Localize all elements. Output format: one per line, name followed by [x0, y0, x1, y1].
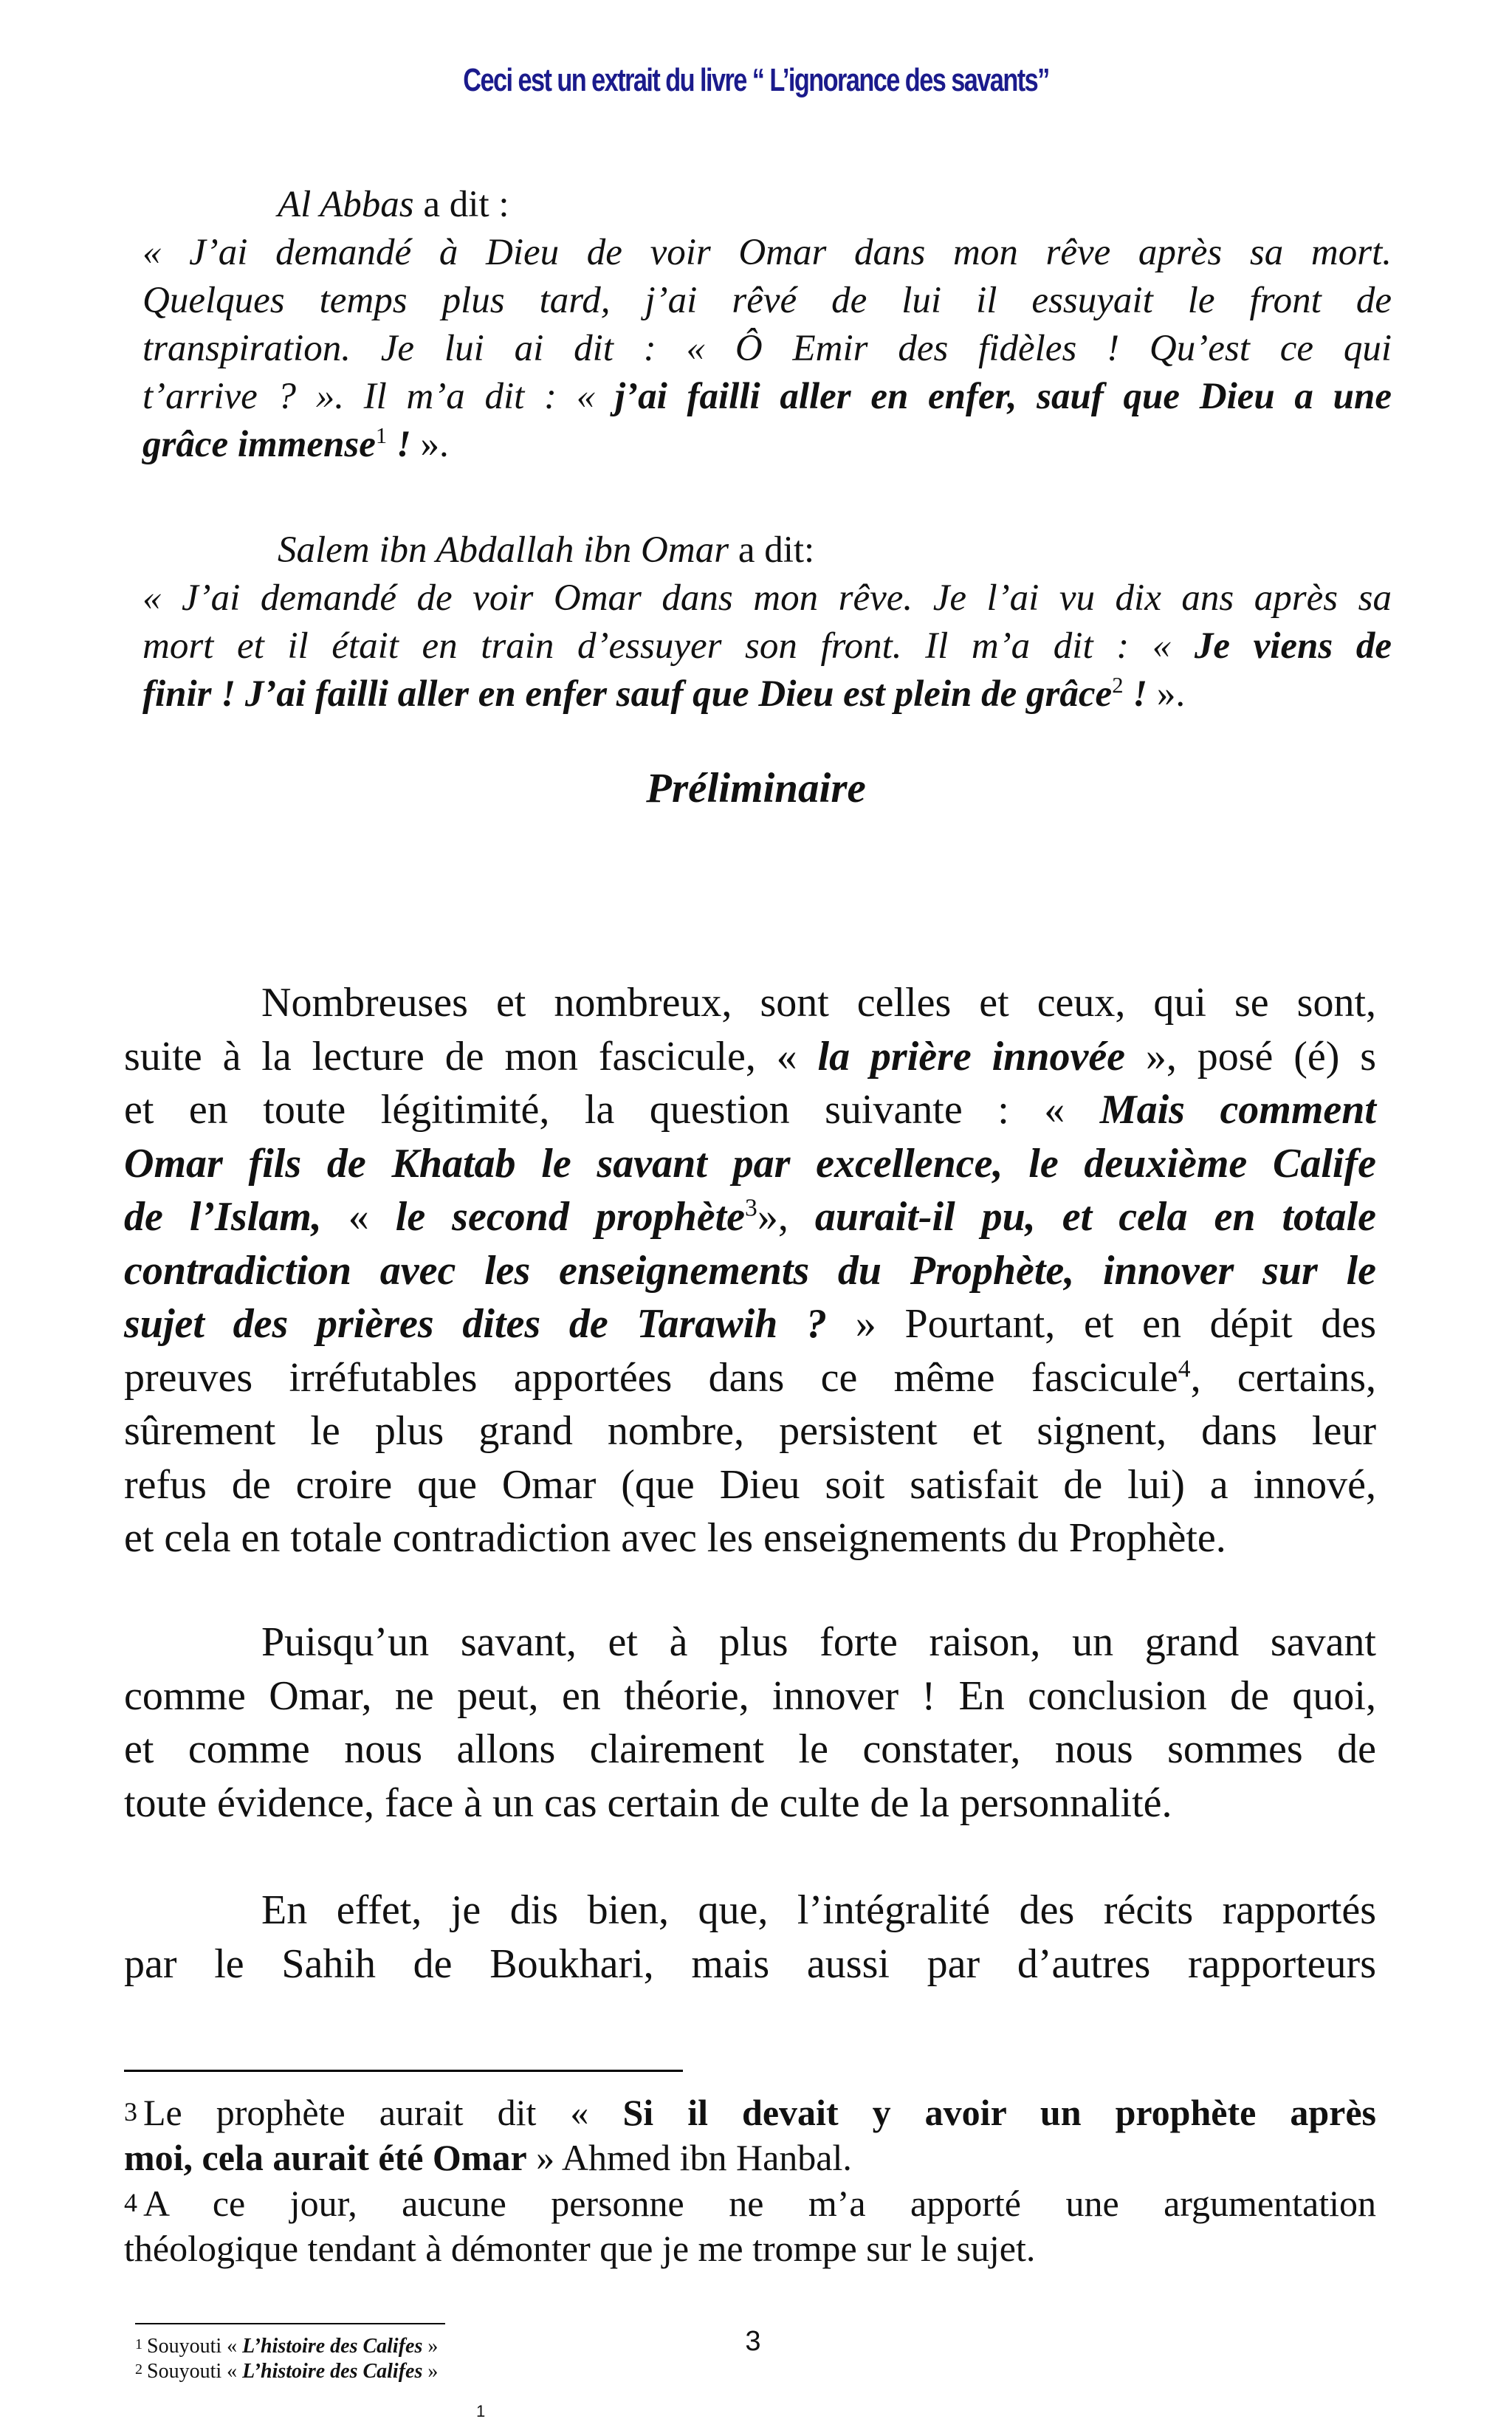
footnotes: 3 Le prophète aurait dit « Si il devait y avoir un prophète après moi, cela aurait été Omar » Ahmed ibn Hanbal. 4 A ce jour, aucune personne ne m’a apporté une argumentation théologique tendant à démonter que je me trompe sur le sujet.	[124, 2090, 1376, 2271]
footnote-3: 3 Le prophète aurait dit « Si il devait y avoir un prophète après	[124, 2092, 1377, 2133]
small-footnote-2: 2 Souyouti « L’histoire des Califes »	[135, 2360, 439, 2383]
quote-al-abbas: Al Abbas a dit : « J’ai demandé à Dieu de voir Omar dans mon rêve après sa mort. Quelques temps plus tard, j’ai rêvé de lui il essuyait le front de transpiration. Je lui ai dit : « Ô Emir des fidèles ! Qu’est ce qui t’arrive ? ». Il m’a dit : « j’ai failli aller en enfer, sauf que Dieu a une grâce immense$^1$ ! ».	[142, 184, 1392, 465]
small-footnote-separator	[135, 2323, 445, 2324]
bottom-page-number: 1	[476, 2402, 486, 2420]
paragraph-1: Nombreuses et nombreux, sont celles et ceux, qui se sont, suite à la lecture de mon fascicule, « la prière innovée », posé (é) s et en toute légitimité, la question suivante : « Mais comment Omar fils de Khatab le savant par excellence, le deuxième Calife de l’Islam, « le second prophète$^3$», aurait-il pu, et cela en totale contradiction avec les enseignements du Prophète, innover sur le sujet des prières dites de Tarawih ? » Pourtant, et en dépit des preuves irréfutables apportées dans ce même fascicule$^4$, certains, sûrement le plus grand nombre, persistent et signent, dans leur refus de croire que Omar (que Dieu soit satisfait de lui) a innové, et cela en totale contradiction avec les enseignements du Prophète.	[124, 980, 1377, 1561]
footnote-ref-1: 1	[375, 423, 388, 448]
paragraph-2: Puisqu’un savant, et à plus forte raison, un grand savant comme Omar, ne peut, en théorie, innover ! En conclusion de quoi, et comme nous allons clairement le constater, nous sommes de toute évidence, face à un cas certain de culte de la personnalité.	[124, 1619, 1376, 1826]
footnote-ref-4: 4	[1178, 1354, 1191, 1382]
footnote-ref-2: 2	[1112, 673, 1124, 698]
small-footnote-1: 1 Souyouti « L’histoire des Califes »	[135, 2335, 439, 2358]
page-header: Ceci est un extrait du livre “ L’ignorance des savants”	[463, 62, 1049, 98]
page-number: 3	[745, 2326, 761, 2357]
quote-salem: Salem ibn Abdallah ibn Omar a dit: « J’ai demandé de voir Omar dans mon rêve. Je l’ai vu dix ans après sa mort et il était en train d’essuyer son front. Il m’a dit : « Je viens de finir ! J’ai failli aller en enfer sauf que Dieu est plein de grâce$^2$ ! ».	[142, 529, 1392, 715]
footnote-separator	[124, 2070, 683, 2072]
footnote-4: 4 A ce jour, aucune personne ne m’a apporté une argumentation	[124, 2183, 1376, 2224]
footnote-ref-3: 3	[745, 1194, 757, 1222]
paragraph-3: En effet, je dis bien, que, l’intégralité des récits rapportés par le Sahih de Boukhari, mais aussi par d’autres rapporteurs	[124, 1887, 1376, 1987]
section-title: Préliminaire	[646, 765, 866, 811]
